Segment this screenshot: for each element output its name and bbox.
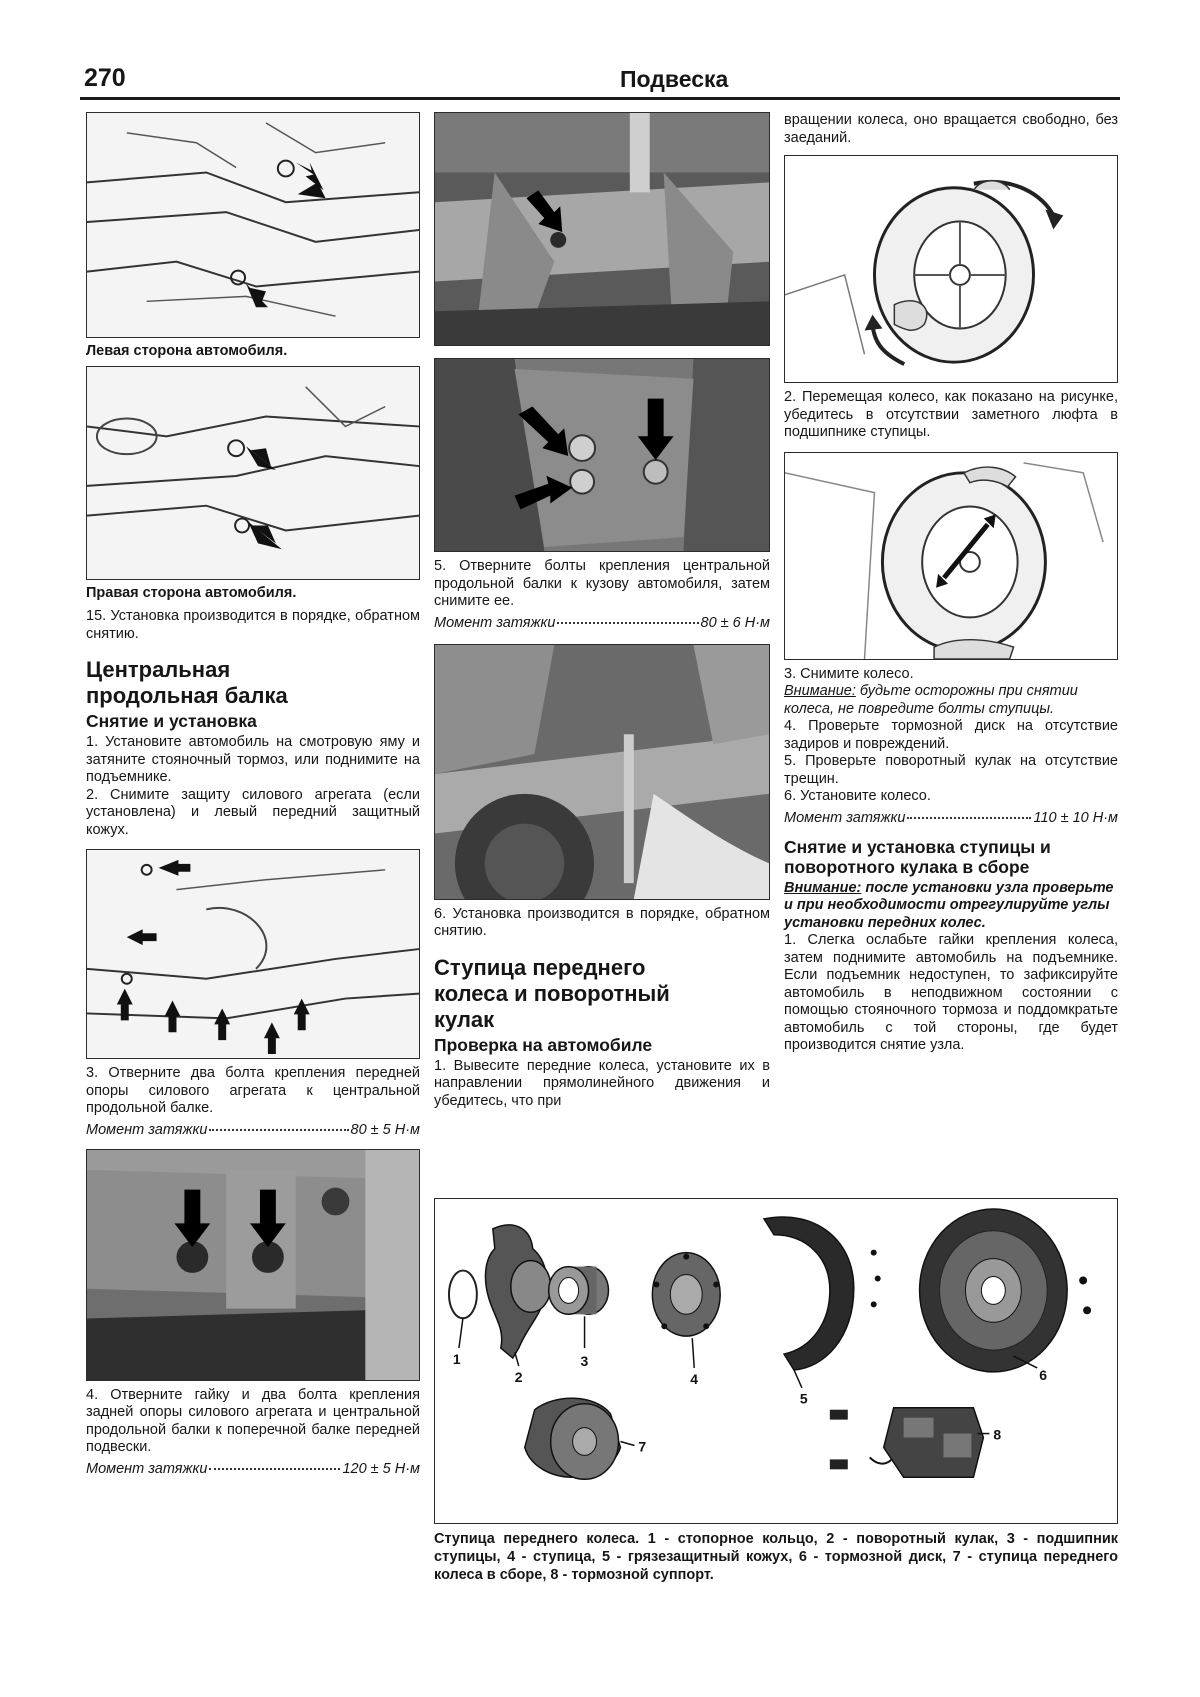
torque-label: Момент затяжки: [86, 1460, 208, 1477]
step-6: 6. Установка производится в порядке, обратном снятию.: [434, 905, 770, 939]
page-number: 270: [84, 64, 126, 92]
part-label-2: 2: [514, 1368, 523, 1385]
subheading-removal-installation: Снятие и установка: [86, 711, 257, 731]
step-1: 1. Слегка ослабьте гайки крепления колеса, затем поднимите автомобиль на подъемнике. Если подъемник недоступен, то зафиксируйте автомобиль в неподвижном состоянии с помощью стояночного тормоза и поддомкратьте автомобиль с той стороны, где будет производится снятие узла.: [784, 932, 1118, 1053]
column-middle: [434, 112, 770, 1110]
torque-label: Момент затяжки: [434, 614, 556, 631]
figure-right-side-drawing: [86, 366, 420, 580]
torque-value: 80 ± 5 Н·м: [350, 1121, 420, 1138]
snap-ring-shape: [449, 1271, 477, 1319]
step-2: 2. Перемещая колесо, как показано на рисунке, убедитесь в отсутствии заметного люфта в подшипнике ступицы.: [784, 389, 1118, 440]
torque-spec-step-6: [784, 809, 1118, 827]
figure-wheel-play-drawing: [784, 452, 1118, 660]
heading-line: колеса и поворотный: [434, 980, 670, 1006]
section-title: Подвеска: [620, 66, 729, 92]
figure-hub-exploded-view: [434, 1198, 1118, 1524]
warning-label: Внимание:: [784, 879, 862, 896]
step-3: 3. Отверните два болта крепления передней опоры силового агрегата к центральной продольной балке.: [86, 1065, 420, 1116]
subheading-on-vehicle-check: Проверка на автомобиле: [434, 1034, 653, 1055]
section-heading-central-beam: [86, 657, 420, 709]
figure-crossmember-photo: [434, 112, 770, 346]
step-6: 6. Установите колесо.: [784, 788, 931, 804]
warning-text: будьте осторожны при снятии колеса, не повредите болты ступицы.: [784, 683, 1078, 717]
figure-beam-removal-photo: [434, 644, 770, 900]
figure-caption-left-side: Левая сторона автомобиля.: [86, 343, 288, 359]
figure-beam-bolts-photo: [434, 358, 770, 552]
figure-rear-mount-photo: [86, 1149, 420, 1381]
warning-note-alignment: [784, 880, 1118, 933]
part-label-8: 8: [993, 1426, 1002, 1443]
torque-value: 80 ± 6 Н·м: [700, 614, 770, 631]
part-label-7: 7: [638, 1438, 647, 1455]
page-header: [80, 64, 1120, 100]
figure-engine-mount-drawing: [86, 849, 420, 1059]
step-1: 1. Установите автомобиль на смотровую яму и затяните стояночный тормоз, или поднимите на подъемнике.: [86, 734, 420, 785]
step-5: 5. Проверьте поворотный кулак на отсутствие трещин.: [784, 753, 1118, 787]
heading-line: Ступица переднего: [434, 954, 646, 980]
column-left: [86, 112, 420, 1478]
subheading-hub-removal: Снятие и установка ступицы и поворотного кулака в сборе: [784, 836, 1051, 877]
figure-wheel-rotation-drawing: [784, 155, 1118, 383]
step-1: 1. Вывесите передние колеса, установите их в направлении прямолинейного движения и убедитесь, что при: [434, 1057, 770, 1109]
step-2: 2. Снимите защиту силового агрегата (если установлена) и левый передний защитный кожух.: [86, 786, 420, 838]
step-3: 3. Снимите колесо.: [784, 665, 914, 682]
step-4: 4. Отверните гайку и два болта крепления задней опоры силового агрегата и центральной продольной балки к поперечной балке передней подвески.: [86, 1386, 420, 1455]
part-label-5: 5: [799, 1390, 808, 1407]
leader-dots: [209, 1129, 348, 1131]
step-15: 15. Установка производится в порядке, обратном снятию.: [86, 608, 420, 642]
heading-line: кулак: [434, 1006, 495, 1032]
warning-label: Внимание:: [784, 683, 856, 699]
figure-caption-hub: Ступица переднего колеса. 1 - стопорное кольцо, 2 - поворотный кулак, 3 - подшипник ступицы, 4 - ступица, 5 - грязезащитный кожух, 6 - тормозной диск, 7 - ступица переднего колеса в сборе, 8 - тормозной суппорт.: [434, 1531, 1118, 1583]
part-label-3: 3: [580, 1352, 589, 1369]
heading-line: продольная балка: [86, 683, 288, 708]
torque-value: 120 ± 5 Н·м: [342, 1460, 420, 1477]
column-right: [784, 112, 1118, 1055]
leader-dots: [557, 622, 698, 624]
torque-value: 110 ± 10 Н·м: [1033, 809, 1118, 826]
step-5: 5. Отверните болты крепления центральной продольной балки к кузову автомобиля, затем снимите ее.: [434, 558, 770, 609]
leader-dots: [209, 1468, 340, 1470]
part-label-6: 6: [1039, 1366, 1047, 1383]
part-label-1: 1: [452, 1351, 461, 1367]
figure-left-side-drawing: [86, 112, 420, 338]
warning-note-wheel: [784, 683, 1118, 718]
heading-line: Центральная: [86, 657, 231, 682]
torque-spec-step-5: [434, 614, 770, 632]
torque-label: Момент затяжки: [86, 1121, 208, 1138]
torque-label: Момент затяжки: [784, 809, 906, 826]
step-4: 4. Проверьте тормозной диск на отсутствие задиров и повреждений.: [784, 718, 1118, 752]
torque-spec-step-4: [86, 1460, 420, 1478]
step-1-continued: вращении колеса, оно вращается свободно, без заеданий.: [784, 112, 1118, 146]
section-heading-hub-knuckle: [434, 955, 770, 1033]
warning-text: после установки узла проверьте и при необходимости отрегулируйте углы установки передних колес.: [784, 879, 1114, 931]
part-label-4: 4: [690, 1370, 699, 1387]
figure-caption-right-side: Правая сторона автомобиля.: [86, 585, 297, 601]
torque-spec-step-3: [86, 1121, 420, 1139]
leader-dots: [907, 817, 1031, 819]
